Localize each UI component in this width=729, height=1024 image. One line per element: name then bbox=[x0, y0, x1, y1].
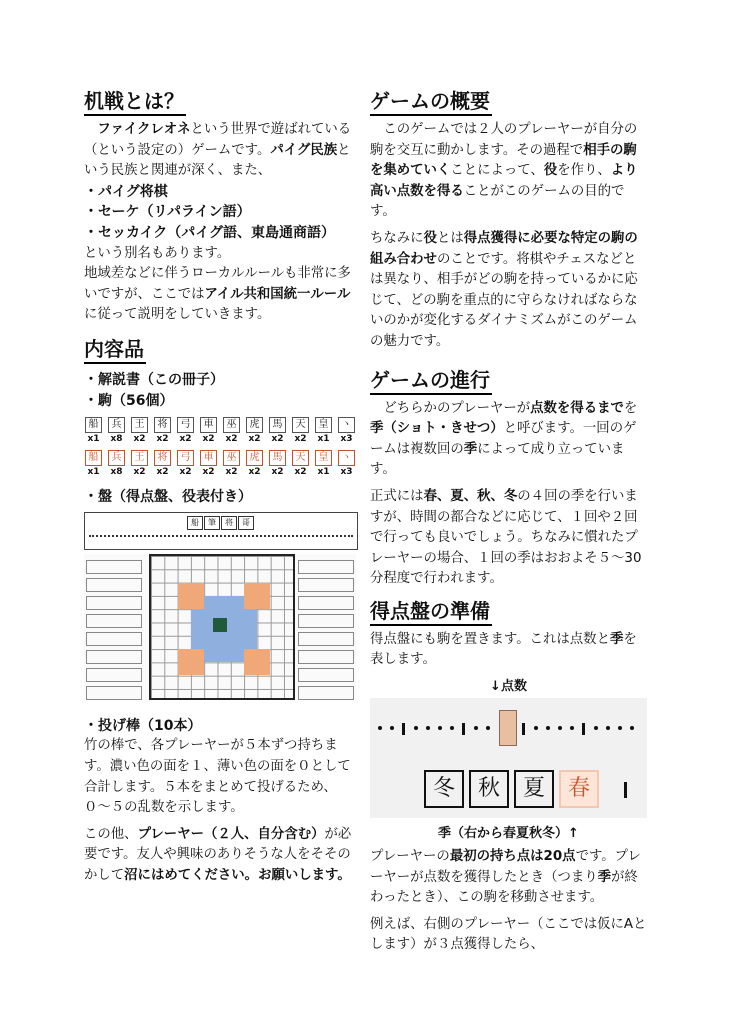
track-mark bbox=[546, 726, 550, 730]
pieces-row-black bbox=[84, 417, 356, 446]
piece-count: x2 bbox=[179, 434, 192, 445]
track-mark bbox=[474, 726, 478, 730]
piece-red bbox=[176, 450, 195, 479]
piece-glyph: 車 bbox=[200, 450, 217, 466]
piece-red bbox=[84, 450, 103, 479]
track-mark bbox=[606, 726, 610, 730]
overview-paragraph: このゲームでは２人のプレーヤーが自分の駒を交互に動かします。その過程で相手の駒を集めていくことによって、役を作り、より高い点数を得ることがこのゲームの目的です。 bbox=[370, 122, 638, 220]
heading-progress: ゲームの進行 bbox=[370, 367, 492, 395]
piece-glyph: 馬 bbox=[269, 417, 286, 433]
points-label: ↓点数 bbox=[490, 679, 527, 695]
piece-count: x2 bbox=[156, 434, 169, 445]
piece-red bbox=[199, 450, 218, 479]
piece-count: x8 bbox=[110, 467, 123, 478]
piece-black bbox=[245, 417, 264, 446]
piece-black bbox=[153, 417, 172, 446]
progress-paragraph: どちらかのプレーヤーが点数を得るまでを季（ショト・きせつ）と呼びます。一回のゲームは複数回の季によって成り立っています。 bbox=[370, 400, 638, 478]
points-marker bbox=[499, 710, 517, 746]
heading-overview: ゲームの概要 bbox=[370, 88, 492, 116]
piece-glyph: 巫 bbox=[223, 417, 240, 433]
piece-red bbox=[245, 450, 264, 479]
piece-glyph: 将 bbox=[154, 450, 171, 466]
piece-black bbox=[107, 417, 126, 446]
piece-red bbox=[153, 450, 172, 479]
piece-glyph: 車 bbox=[200, 417, 217, 433]
left-column bbox=[84, 88, 356, 886]
piece-count: x2 bbox=[133, 434, 146, 445]
track-mark bbox=[462, 723, 465, 735]
piece-count: x3 bbox=[340, 467, 353, 478]
track-mark bbox=[582, 723, 585, 735]
board-mini-piece: 筆 bbox=[204, 516, 220, 530]
intro-paragraph: ファイクレオネという世界で遊ばれている（という設定の）ゲームです。パイグ民族という民族と関連が深く、また、 bbox=[84, 122, 352, 179]
piece-count: x2 bbox=[202, 434, 215, 445]
example-paragraph: 例えば、右側のプレーヤー（ここでは仮にAとします）が３点獲得したら、 bbox=[370, 916, 647, 953]
season-piece: 冬 bbox=[424, 770, 464, 808]
board-mini-piece: 将 bbox=[221, 516, 237, 530]
score-board-closeup bbox=[370, 698, 647, 818]
piece-count: x2 bbox=[248, 434, 261, 445]
piece-count: x2 bbox=[248, 467, 261, 478]
yaku-table-right bbox=[298, 560, 354, 704]
piece-count: x2 bbox=[271, 467, 284, 478]
piece-glyph: 船 bbox=[85, 417, 102, 433]
score-paragraph: 得点盤にも駒を置きます。これは点数と季を表します。 bbox=[370, 631, 637, 668]
piece-black bbox=[130, 417, 149, 446]
piece-black bbox=[176, 417, 195, 446]
piece-count: x2 bbox=[294, 434, 307, 445]
item-sticks: ・投げ棒（10本） bbox=[84, 717, 202, 734]
rules-paragraph: 地域差などに伴うローカルルールも非常に多いですが、ここではアイル共和国統一ルールに従って説明をしていきます。 bbox=[84, 266, 351, 323]
track-mark bbox=[390, 726, 394, 730]
piece-glyph: ヽ bbox=[338, 450, 355, 466]
item-manual: ・解説書（この冊子） bbox=[84, 371, 224, 388]
piece-count: x1 bbox=[87, 434, 100, 445]
alias-item: ・セッカイク（パイグ語、東島通商語） bbox=[84, 224, 336, 241]
alias-list bbox=[84, 182, 356, 244]
item-pieces: ・駒（56個） bbox=[84, 392, 174, 409]
item-board: ・盤（得点盤、役表付き） bbox=[84, 489, 252, 506]
piece-count: x1 bbox=[317, 467, 330, 478]
track-mark bbox=[558, 726, 562, 730]
piece-count: x2 bbox=[225, 467, 238, 478]
piece-count: x2 bbox=[225, 434, 238, 445]
season-label: 季（右から春夏秋冬）↑ bbox=[438, 826, 579, 842]
piece-glyph: ヽ bbox=[338, 417, 355, 433]
piece-glyph: 弓 bbox=[177, 417, 194, 433]
piece-glyph: 虎 bbox=[246, 450, 263, 466]
piece-glyph: 兵 bbox=[108, 417, 125, 433]
season-piece: 春 bbox=[559, 770, 599, 808]
board-mini-piece: 哥 bbox=[238, 516, 254, 530]
track-mark bbox=[402, 723, 405, 735]
track-mark bbox=[426, 726, 430, 730]
piece-black bbox=[84, 417, 103, 446]
piece-count: x2 bbox=[202, 467, 215, 478]
right-column bbox=[370, 88, 647, 956]
piece-count: x2 bbox=[133, 467, 146, 478]
piece-black bbox=[314, 417, 333, 446]
piece-count: x2 bbox=[271, 434, 284, 445]
piece-count: x2 bbox=[294, 467, 307, 478]
piece-count: x2 bbox=[179, 467, 192, 478]
track-mark bbox=[630, 726, 634, 730]
track-mark bbox=[570, 726, 574, 730]
piece-glyph: 天 bbox=[292, 417, 309, 433]
piece-glyph: 王 bbox=[131, 450, 148, 466]
board-grid bbox=[149, 554, 295, 700]
piece-glyph: 皇 bbox=[315, 450, 332, 466]
track-mark bbox=[522, 723, 525, 735]
piece-black bbox=[222, 417, 241, 446]
piece-red bbox=[107, 450, 126, 479]
alias-item: ・セーケ（リパライン語） bbox=[84, 204, 251, 221]
heading-kisen: 机戦とは？ bbox=[84, 88, 186, 116]
piece-glyph: 天 bbox=[292, 450, 309, 466]
season-piece: 夏 bbox=[514, 770, 554, 808]
track-mark bbox=[534, 726, 538, 730]
pieces-row-red bbox=[84, 450, 356, 479]
other-paragraph: この他、プレーヤー（２人、自分含む）が必要です。友人や興味のありそうな人をそそのかして沼にはめてください。お願いします。 bbox=[84, 826, 352, 883]
piece-glyph: 馬 bbox=[269, 450, 286, 466]
piece-count: x3 bbox=[340, 434, 353, 445]
piece-glyph: 巫 bbox=[223, 450, 240, 466]
piece-red bbox=[268, 450, 287, 479]
alias-tail: という別名もあります。 bbox=[84, 245, 231, 261]
piece-red bbox=[291, 450, 310, 479]
game-board-diagram bbox=[84, 554, 356, 700]
track-mark bbox=[414, 726, 418, 730]
sticks-text: 竹の棒で、各プレーヤーが５本ずつ持ちます。濃い色の面を１、薄い色の面を０として合計します。５本をまとめて投げるため、０〜５の乱数を示します。 bbox=[84, 738, 351, 816]
piece-count: x2 bbox=[156, 467, 169, 478]
piece-red bbox=[222, 450, 241, 479]
piece-count: x1 bbox=[87, 467, 100, 478]
yaku-table-left bbox=[86, 560, 142, 704]
piece-glyph: 将 bbox=[154, 417, 171, 433]
seasons-paragraph: 正式には春、夏、秋、冬の４回の季を行いますが、時間の都合などに応じて、１回や２回で行っても良いでしょう。ちなみに慣れたプレーヤーの場合、１回の季はおおよそ５〜30分程度で行われます。 bbox=[370, 488, 642, 587]
piece-black bbox=[268, 417, 287, 446]
alias-item: ・パイグ将棋 bbox=[84, 183, 168, 200]
initial-points-paragraph: プレーヤーの最初の持ち点は20点です。プレーヤーが点数を獲得したとき（つまり季が終わったとき）、この駒を移動させます。 bbox=[370, 849, 641, 906]
track-mark bbox=[450, 726, 454, 730]
piece-black bbox=[199, 417, 218, 446]
track-mark bbox=[594, 726, 598, 730]
heading-contents: 内容品 bbox=[84, 336, 146, 364]
yaku-paragraph: ちなみに役とは得点獲得に必要な特定の駒の組み合わせのことです。将棋やチェスなどとは異なり、相手がどの駒を持っているかに応じて、どの駒を重点的に守らなければならないのかが変化するダイナミズムがこのゲームの魅力です。 bbox=[370, 230, 638, 349]
track-mark bbox=[438, 726, 442, 730]
piece-red bbox=[130, 450, 149, 479]
track-mark bbox=[486, 726, 490, 730]
piece-glyph: 皇 bbox=[315, 417, 332, 433]
score-board-diagram bbox=[84, 512, 358, 550]
piece-black bbox=[291, 417, 310, 446]
piece-count: x1 bbox=[317, 434, 330, 445]
track-mark bbox=[618, 726, 622, 730]
piece-glyph: 兵 bbox=[108, 450, 125, 466]
piece-count: x8 bbox=[110, 434, 123, 445]
track-mark bbox=[378, 726, 382, 730]
piece-glyph: 船 bbox=[85, 450, 102, 466]
piece-glyph: 弓 bbox=[177, 450, 194, 466]
piece-red bbox=[314, 450, 333, 479]
piece-black bbox=[337, 417, 356, 446]
piece-glyph: 王 bbox=[131, 417, 148, 433]
season-piece: 秋 bbox=[469, 770, 509, 808]
piece-red bbox=[337, 450, 356, 479]
board-mini-piece: 船 bbox=[187, 516, 203, 530]
heading-score: 得点盤の準備 bbox=[370, 598, 492, 626]
piece-glyph: 虎 bbox=[246, 417, 263, 433]
